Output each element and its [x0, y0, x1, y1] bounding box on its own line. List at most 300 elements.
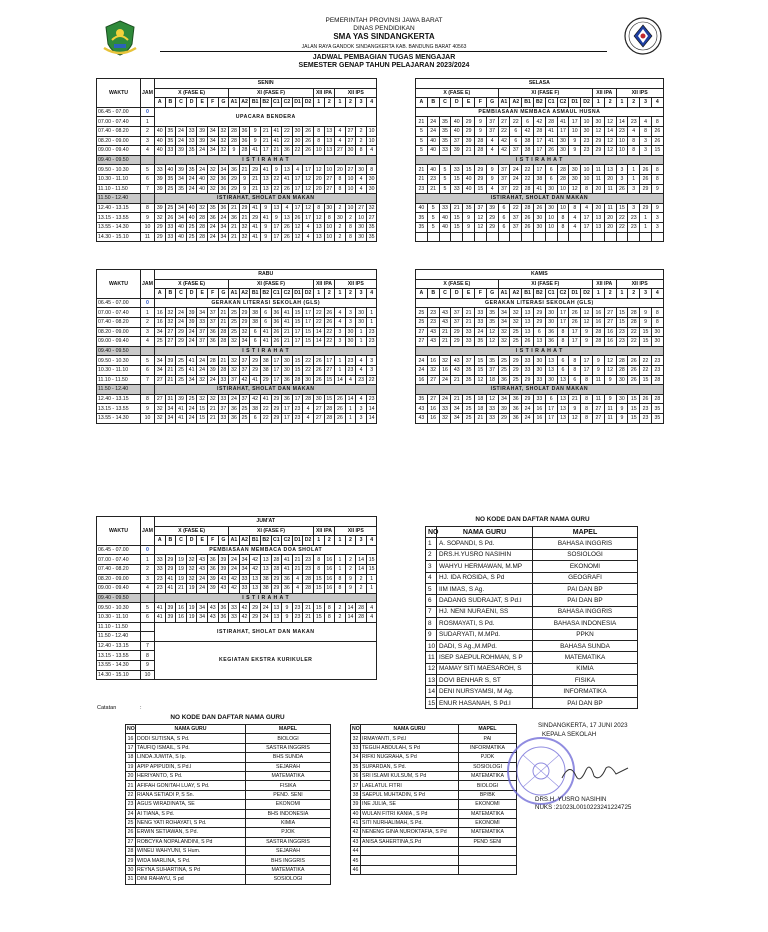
- teacher-code-cell: 27: [427, 375, 439, 385]
- teacher-code-cell: 21: [416, 117, 428, 127]
- teacher-code-cell: 8: [569, 356, 581, 366]
- jam-cell: 8: [141, 394, 155, 404]
- teacher-code-cell: 32: [439, 413, 451, 423]
- guru-name: AI TIANA, S Pd.: [136, 809, 246, 818]
- teacher-code-cell: 43: [427, 337, 439, 347]
- teacher-code-cell: 37: [197, 337, 208, 347]
- teacher-code-cell: 32: [165, 308, 176, 318]
- teacher-code-cell: 33: [155, 165, 166, 175]
- teacher-code-cell: 28: [218, 365, 229, 375]
- teacher-code-cell: 15: [451, 222, 463, 232]
- teacher-code-cell: 13: [522, 308, 534, 318]
- teacher-code-cell: 2: [356, 136, 367, 146]
- teacher-code-cell: 15: [616, 308, 628, 318]
- teacher-code-cell: 41: [282, 308, 293, 318]
- teacher-code-cell: 4: [486, 146, 498, 156]
- teacher-code-cell: 41: [545, 136, 557, 146]
- teacher-code-cell: 41: [165, 574, 176, 584]
- teacher-code-cell: 19: [176, 564, 187, 574]
- teacher-code-cell: 29: [510, 356, 522, 366]
- guru-name: DADANG SUDRAJAT, S Pd.I: [437, 595, 533, 606]
- teacher-code-cell: 28: [303, 574, 314, 584]
- teacher-code-cell: 30: [545, 317, 557, 327]
- teacher-code-cell: 8: [335, 574, 346, 584]
- teacher-code-cell: 39: [165, 612, 176, 622]
- teacher-code-cell: 22: [498, 126, 510, 136]
- teacher-code-cell: 36: [282, 146, 293, 156]
- teacher-code-cell: 41: [557, 117, 569, 127]
- teacher-code-cell: 41: [282, 555, 293, 565]
- teacher-code-cell: 41: [545, 126, 557, 136]
- catatan-colon: :: [140, 705, 142, 711]
- teacher-code-cell: 28: [592, 327, 604, 337]
- teacher-code-cell: 4: [282, 203, 293, 213]
- teacher-code-cell: 42: [229, 574, 240, 584]
- teacher-code-cell: 30: [569, 174, 581, 184]
- teacher-code-cell: 41: [186, 365, 197, 375]
- teacher-code-cell: 22: [510, 117, 522, 127]
- teacher-code-cell: 38: [250, 404, 261, 414]
- teacher-code-cell: 39: [165, 356, 176, 366]
- teacher-code-cell: 16: [427, 413, 439, 423]
- teacher-code-cell: 37: [218, 404, 229, 414]
- teacher-code-cell: 23: [345, 365, 356, 375]
- guru-left-table: [125, 724, 331, 885]
- teacher-code-cell: 40: [176, 222, 187, 232]
- guru-no: 21: [126, 781, 136, 790]
- teacher-code-cell: 24: [197, 574, 208, 584]
- teacher-code-cell: 28: [628, 317, 640, 327]
- teacher-code-cell: 26: [640, 174, 652, 184]
- teacher-code-cell: 32: [229, 337, 240, 347]
- teacher-code-cell: 28: [474, 136, 486, 146]
- time-cell: 09.00 - 09.40: [97, 146, 141, 156]
- guru-subject: PAI DAN BP: [533, 697, 638, 708]
- time-cell: 06.45 - 07.00: [97, 298, 141, 308]
- teacher-code-cell: 27: [498, 117, 510, 127]
- teacher-code-cell: 34: [498, 308, 510, 318]
- teacher-code-cell: 4: [303, 222, 314, 232]
- teacher-code-cell: [640, 232, 652, 242]
- teacher-code-cell: 32: [186, 574, 197, 584]
- teacher-code-cell: 9: [463, 213, 475, 223]
- class-header: E: [197, 98, 208, 108]
- teacher-code-cell: 28: [303, 394, 314, 404]
- guru-no: 24: [126, 809, 136, 818]
- teacher-code-cell: 26: [165, 213, 176, 223]
- guru-no: 13: [426, 675, 437, 686]
- teacher-code-cell: 16: [592, 317, 604, 327]
- teacher-code-cell: 23: [366, 394, 377, 404]
- teacher-code-cell: 17: [292, 327, 303, 337]
- time-cell: 07.00 - 07.40: [97, 117, 141, 127]
- teacher-code-cell: 29: [260, 375, 271, 385]
- teacher-code-cell: 35: [463, 365, 475, 375]
- teacher-code-cell: 33: [474, 317, 486, 327]
- teacher-code-cell: 30: [366, 174, 377, 184]
- teacher-code-cell: 35: [439, 126, 451, 136]
- teacher-code-cell: 25: [463, 404, 475, 414]
- teacher-code-cell: 26: [335, 404, 346, 414]
- teacher-code-cell: 23: [366, 337, 377, 347]
- guru-name: MAMAY SITI MAESAROH, S: [437, 663, 533, 674]
- class-header: 1: [592, 98, 604, 108]
- teacher-code-cell: 23: [616, 327, 628, 337]
- teacher-code-cell: 25: [416, 317, 428, 327]
- teacher-code-cell: 17: [303, 165, 314, 175]
- signature-scribble: [560, 758, 630, 786]
- teacher-code-cell: 13: [592, 222, 604, 232]
- teacher-code-cell: 33: [165, 222, 176, 232]
- teacher-code-cell: 26: [616, 184, 628, 194]
- teacher-code-cell: 43: [451, 356, 463, 366]
- teacher-code-cell: 8: [640, 126, 652, 136]
- teacher-code-cell: 15: [366, 555, 377, 565]
- teacher-code-cell: 23: [581, 146, 593, 156]
- teacher-code-cell: 27: [324, 184, 335, 194]
- teacher-code-cell: 24: [186, 327, 197, 337]
- teacher-code-cell: 37: [239, 365, 250, 375]
- teacher-code-cell: 37: [498, 165, 510, 175]
- teacher-code-cell: 4: [356, 356, 367, 366]
- time-cell: 12.40 - 13.15: [97, 641, 141, 651]
- teacher-code-cell: 21: [218, 356, 229, 366]
- teacher-code-cell: 34: [197, 308, 208, 318]
- teacher-code-cell: 41: [250, 222, 261, 232]
- teacher-code-cell: 32: [510, 317, 522, 327]
- teacher-code-cell: 5: [416, 136, 428, 146]
- guru-subject: PAI DAN BP: [533, 595, 638, 606]
- teacher-code-cell: 2: [345, 555, 356, 565]
- teacher-code-cell: 17: [569, 337, 581, 347]
- teacher-code-cell: 43: [439, 317, 451, 327]
- teacher-code-cell: 17: [533, 146, 545, 156]
- teacher-code-cell: 29: [176, 327, 187, 337]
- teacher-code-cell: 10: [616, 146, 628, 156]
- teacher-code-cell: 29: [522, 375, 534, 385]
- teacher-code-cell: 40: [427, 165, 439, 175]
- teacher-code-cell: 24: [176, 308, 187, 318]
- jam-cell: 9: [141, 404, 155, 414]
- teacher-code-cell: 40: [155, 146, 166, 156]
- teacher-code-cell: 13: [260, 184, 271, 194]
- class-header: D2: [304, 290, 312, 297]
- teacher-code-cell: 26: [324, 317, 335, 327]
- guru-no: 37: [351, 781, 361, 790]
- teacher-code-cell: 22: [522, 174, 534, 184]
- teacher-code-cell: 11: [592, 174, 604, 184]
- teacher-code-cell: 8: [366, 165, 377, 175]
- teacher-code-cell: 9: [569, 404, 581, 414]
- teacher-code-cell: 36: [229, 165, 240, 175]
- guru-subject: BAHASA INDONESIA: [533, 618, 638, 629]
- teacher-code-cell: 1: [640, 222, 652, 232]
- class-header: C2: [557, 289, 569, 299]
- teacher-code-cell: 20: [604, 174, 616, 184]
- teacher-code-cell: 15: [640, 327, 652, 337]
- teacher-code-cell: 30: [545, 375, 557, 385]
- teacher-code-cell: 20: [604, 213, 616, 223]
- teacher-code-cell: 21: [218, 317, 229, 327]
- guru-no: 28: [126, 847, 136, 856]
- teacher-code-cell: 35: [486, 308, 498, 318]
- teacher-code-cell: 21: [292, 555, 303, 565]
- jam-cell: 1: [141, 117, 155, 127]
- teacher-code-cell: 2: [335, 232, 346, 242]
- teacher-code-cell: 23: [628, 117, 640, 127]
- group-xi-header: XI (FASE F): [498, 279, 592, 289]
- teacher-code-cell: 32: [155, 404, 166, 414]
- schedule-span-activity: PEMBIASAAN MEMBACA DOA SHOLAT: [155, 545, 377, 555]
- teacher-code-cell: 29: [229, 174, 240, 184]
- jam-cell: 3: [141, 574, 155, 584]
- teacher-code-cell: 23: [303, 564, 314, 574]
- teacher-code-cell: 30: [533, 222, 545, 232]
- teacher-code-cell: 8: [335, 184, 346, 194]
- teacher-code-cell: 4: [569, 222, 581, 232]
- class-header: B: [165, 98, 176, 108]
- teacher-code-cell: 17: [271, 375, 282, 385]
- teacher-code-cell: 13: [545, 365, 557, 375]
- time-cell: 11.50 - 12.40: [97, 194, 141, 204]
- teacher-code-cell: 33: [522, 356, 534, 366]
- teacher-code-cell: 9: [592, 356, 604, 366]
- teacher-code-cell: 9: [271, 165, 282, 175]
- teacher-code-cell: 29: [239, 317, 250, 327]
- teacher-code-cell: 35: [186, 146, 197, 156]
- teacher-code-cell: 27: [165, 327, 176, 337]
- guru-list-title: NO KODE DAN DAFTAR NAMA GURU: [475, 516, 590, 523]
- teacher-code-cell: 1: [335, 555, 346, 565]
- guru-no: 38: [351, 790, 361, 799]
- teacher-code-cell: 29: [522, 394, 534, 404]
- schedule-span-activity: ISTIRAHAT, SHOLAT DAN MAKAN: [416, 385, 664, 395]
- teacher-code-cell: 36: [218, 203, 229, 213]
- class-header: D2: [581, 289, 593, 299]
- teacher-code-cell: 15: [313, 612, 324, 622]
- teacher-code-cell: 5: [416, 146, 428, 156]
- teacher-code-cell: 34: [155, 356, 166, 366]
- teacher-code-cell: 22: [510, 203, 522, 213]
- guru-subject: PAI: [459, 734, 517, 743]
- teacher-code-cell: 21: [569, 394, 581, 404]
- teacher-code-cell: 24: [186, 404, 197, 414]
- teacher-code-cell: 22: [271, 174, 282, 184]
- teacher-code-cell: 4: [486, 184, 498, 194]
- teacher-code-cell: 28: [545, 117, 557, 127]
- teacher-code-cell: 20: [313, 174, 324, 184]
- teacher-code-cell: 39: [218, 555, 229, 565]
- teacher-code-cell: 33: [486, 404, 498, 414]
- teacher-code-cell: 32: [197, 375, 208, 385]
- teacher-code-cell: 3: [616, 165, 628, 175]
- teacher-code-cell: 29: [498, 413, 510, 423]
- teacher-code-cell: 21: [303, 612, 314, 622]
- teacher-code-cell: 32: [165, 317, 176, 327]
- teacher-code-cell: 6: [250, 337, 261, 347]
- teacher-code-cell: 17: [569, 327, 581, 337]
- guru-subject: SOSIOLOGI: [533, 549, 638, 560]
- teacher-code-cell: 1: [366, 584, 377, 594]
- teacher-code-cell: 22: [616, 222, 628, 232]
- teacher-code-cell: 9: [616, 404, 628, 414]
- class-header: A2: [241, 99, 248, 106]
- class-header: C1: [273, 99, 280, 106]
- teacher-code-cell: 17: [271, 356, 282, 366]
- teacher-code-cell: 32: [197, 203, 208, 213]
- schedule-span-activity: KEGIATAN EKSTRA KURIKULER: [155, 641, 377, 679]
- class-header: D: [186, 536, 197, 546]
- teacher-code-cell: 9: [651, 203, 663, 213]
- teacher-code-cell: 32: [427, 365, 439, 375]
- teacher-code-cell: 8: [581, 394, 593, 404]
- teacher-code-cell: 34: [186, 375, 197, 385]
- teacher-code-cell: 25: [165, 184, 176, 194]
- guru-subject: INFORMATIKA: [533, 686, 638, 697]
- time-cell: 07.00 - 07.40: [97, 308, 141, 318]
- teacher-code-cell: 30: [356, 232, 367, 242]
- teacher-code-cell: 13: [545, 356, 557, 366]
- teacher-code-cell: 4: [303, 413, 314, 423]
- class-header: G: [218, 536, 229, 546]
- teacher-code-cell: 41: [250, 146, 261, 156]
- teacher-code-cell: 12: [581, 317, 593, 327]
- teacher-code-cell: 13: [533, 337, 545, 347]
- teacher-code-cell: 34: [218, 222, 229, 232]
- teacher-code-cell: [533, 232, 545, 242]
- time-cell: 11.10 - 11.50: [97, 375, 141, 385]
- time-cell: 13.15 - 13.55: [97, 213, 141, 223]
- guru-no: 11: [426, 652, 437, 663]
- teacher-code-cell: 13: [522, 327, 534, 337]
- group-xi-header: XI (FASE F): [229, 526, 314, 536]
- teacher-code-cell: 9: [239, 184, 250, 194]
- teacher-code-cell: 2: [345, 564, 356, 574]
- teacher-code-cell: 35: [439, 117, 451, 127]
- schedule-span-activity: I S T I R A H A T: [416, 155, 664, 165]
- teacher-code-cell: 16: [176, 603, 187, 613]
- guru-subject: MATEMATIKA: [246, 771, 331, 780]
- teacher-code-cell: 18: [486, 375, 498, 385]
- teacher-code-cell: 32: [218, 126, 229, 136]
- class-header: B2: [262, 537, 270, 544]
- teacher-code-cell: 30: [292, 126, 303, 136]
- teacher-code-cell: 8: [324, 603, 335, 613]
- teacher-code-cell: 5: [427, 213, 439, 223]
- teacher-code-cell: 24: [522, 413, 534, 423]
- guru-name: WIDA MARLINA, S Pd.: [136, 856, 246, 865]
- teacher-code-cell: 4: [335, 317, 346, 327]
- class-header: F: [207, 98, 218, 108]
- teacher-code-cell: 13: [260, 564, 271, 574]
- teacher-code-cell: 23: [292, 612, 303, 622]
- teacher-code-cell: 23: [155, 584, 166, 594]
- teacher-code-cell: 32: [207, 165, 218, 175]
- class-header: B2: [533, 289, 545, 299]
- teacher-code-cell: 26: [282, 222, 293, 232]
- class-header: 2: [345, 536, 356, 546]
- teacher-code-cell: 33: [197, 317, 208, 327]
- teacher-code-cell: 9: [486, 165, 498, 175]
- teacher-code-cell: 21: [271, 146, 282, 156]
- teacher-code-cell: 8: [651, 174, 663, 184]
- col-jam-header: JAM: [141, 517, 155, 546]
- jam-cell: 6: [141, 365, 155, 375]
- guru-name: ROSMAYATI, S Pd.: [437, 618, 533, 629]
- teacher-code-cell: 17: [557, 126, 569, 136]
- teacher-code-cell: 2: [335, 203, 346, 213]
- teacher-code-cell: 4: [581, 203, 593, 213]
- teacher-code-cell: 4: [335, 136, 346, 146]
- teacher-code-cell: 8: [651, 308, 663, 318]
- guru-subject: INFORMATIKA: [459, 743, 517, 752]
- teacher-code-cell: 29: [239, 203, 250, 213]
- teacher-code-cell: 8: [313, 564, 324, 574]
- teacher-code-cell: 33: [533, 394, 545, 404]
- group-xii-ips-header: XII IPS: [335, 279, 377, 289]
- teacher-code-cell: 12: [604, 117, 616, 127]
- teacher-code-cell: 11: [592, 165, 604, 175]
- teacher-code-cell: 22: [260, 413, 271, 423]
- schedule-span-activity: I S T I R A H A T: [155, 155, 377, 165]
- teacher-code-cell: 36: [510, 413, 522, 423]
- guru-subject: BIOLOGI: [246, 734, 331, 743]
- guru-name: HJ. NENI NURAENI, SS: [437, 606, 533, 617]
- teacher-code-cell: 25: [186, 222, 197, 232]
- teacher-code-cell: 5: [439, 184, 451, 194]
- teacher-code-cell: 33: [451, 165, 463, 175]
- guru-no: 14: [426, 686, 437, 697]
- teacher-code-cell: 17: [533, 165, 545, 175]
- teacher-code-cell: 26: [324, 308, 335, 318]
- teacher-code-cell: 38: [260, 574, 271, 584]
- teacher-code-cell: 26: [271, 327, 282, 337]
- school-address: JALAN RAYA GANDOK SINDANGKERTA KAB. BANDUNG BARAT 40563: [301, 44, 467, 50]
- jam-cell: 7: [141, 641, 155, 651]
- teacher-code-cell: 30: [356, 317, 367, 327]
- guru-no: 30: [126, 865, 136, 874]
- teacher-code-cell: 21: [239, 213, 250, 223]
- time-cell: 07.00 - 07.40: [97, 555, 141, 565]
- teacher-code-cell: 17: [545, 404, 557, 414]
- teacher-code-cell: 15: [451, 213, 463, 223]
- class-header: 4: [366, 536, 377, 546]
- teacher-code-cell: 17: [324, 356, 335, 366]
- teacher-code-cell: 33: [165, 146, 176, 156]
- teacher-code-cell: 4: [335, 308, 346, 318]
- teacher-code-cell: 5: [439, 174, 451, 184]
- teacher-code-cell: 6: [260, 317, 271, 327]
- day-header: KAMIS: [416, 270, 664, 280]
- teacher-code-cell: 2: [356, 584, 367, 594]
- teacher-code-cell: 13: [324, 126, 335, 136]
- class-header: C: [439, 98, 451, 108]
- col-jam-header: JAM: [141, 270, 155, 299]
- teacher-code-cell: 9: [569, 136, 581, 146]
- teacher-code-cell: 28: [474, 146, 486, 156]
- teacher-code-cell: 30: [569, 165, 581, 175]
- time-cell: 13.55 - 14.30: [97, 413, 141, 423]
- teacher-code-cell: 23: [616, 126, 628, 136]
- teacher-code-cell: 37: [498, 174, 510, 184]
- class-header: D1: [294, 99, 301, 106]
- teacher-code-cell: 29: [640, 184, 652, 194]
- class-header: A: [416, 98, 428, 108]
- teacher-code-cell: 36: [218, 184, 229, 194]
- teacher-code-cell: 33: [533, 375, 545, 385]
- time-cell: 09.50 - 10.30: [97, 603, 141, 613]
- teacher-code-cell: 26: [651, 136, 663, 146]
